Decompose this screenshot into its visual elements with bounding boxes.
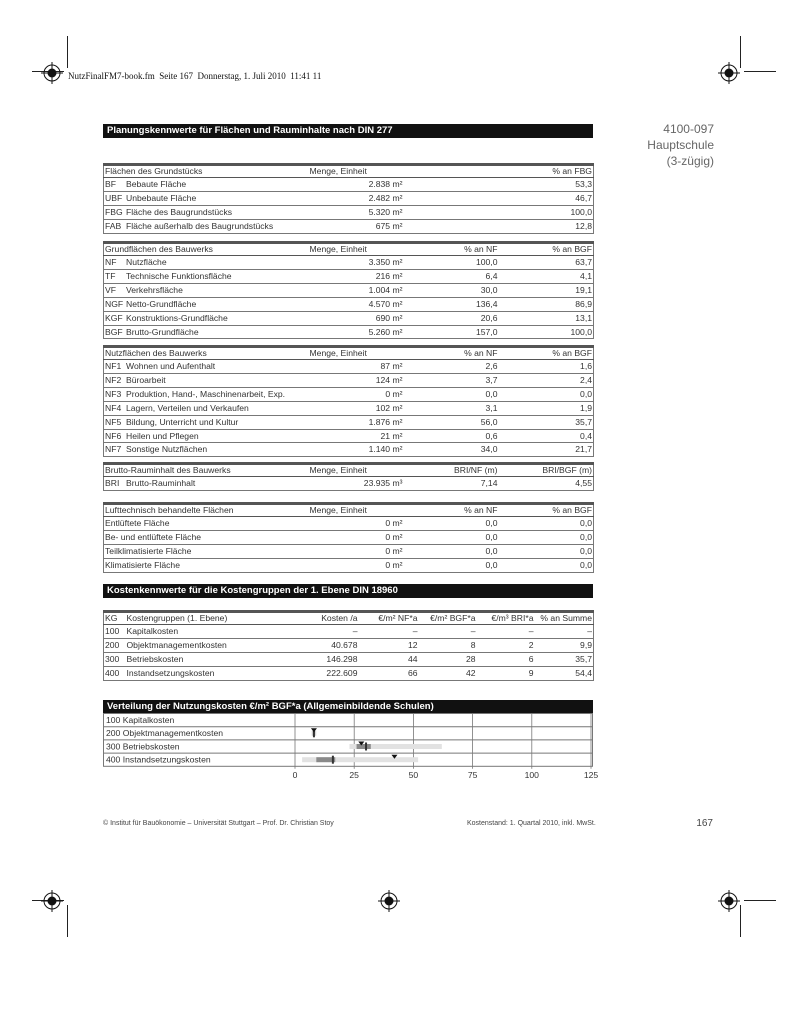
row-p2: 0,0 <box>499 544 594 558</box>
row-p2: 12,8 <box>499 219 594 233</box>
table-header <box>104 165 594 178</box>
row-bgf: 8 <box>419 638 477 652</box>
table-grundstueck <box>103 163 594 234</box>
table-row <box>104 191 594 205</box>
row-p1: 2,6 <box>404 360 499 374</box>
x-tick-label: 125 <box>583 769 599 780</box>
row-code: NF4 <box>105 402 122 413</box>
header-cell: Nutzflächen des Bauwerks <box>104 347 309 360</box>
table-row <box>104 544 594 558</box>
row-p1: 0,0 <box>404 558 499 572</box>
row-label: Büroarbeit <box>126 374 166 385</box>
header-cell: % an FBG <box>499 165 594 178</box>
header-cell: Menge, Einheit <box>309 165 404 178</box>
row-pct: 54,4 <box>535 666 594 680</box>
row-kg: 400 <box>104 666 126 680</box>
row-menge: 2.838 m² <box>309 178 404 192</box>
row-label: Fläche des Baugrundstücks <box>126 206 233 217</box>
row-p2: 100,0 <box>499 205 594 219</box>
row-pct: 35,7 <box>535 652 594 666</box>
row-code: BF <box>105 179 116 189</box>
row-label: Lagern, Verteilen und Verkaufen <box>126 402 249 413</box>
row-bri: 6 <box>477 652 535 666</box>
row-label: Unbebaute Fläche <box>126 192 197 203</box>
table-row <box>104 652 594 666</box>
table-row <box>104 325 594 339</box>
row-label: Sonstige Nutzflächen <box>126 444 208 455</box>
header-cell: Menge, Einheit <box>309 464 404 477</box>
row-pct: – <box>535 625 594 639</box>
table-row <box>104 415 594 429</box>
x-tick-label: 0 <box>292 769 298 780</box>
header-cell: Menge, Einheit <box>309 243 404 256</box>
table-row <box>104 443 594 457</box>
row-menge: 5.320 m² <box>309 205 404 219</box>
category-label: 100 Kapitalkosten <box>106 715 175 725</box>
row-p1: 3,1 <box>404 401 499 415</box>
row-p1: 56,0 <box>404 415 499 429</box>
row-p2: 2,4 <box>499 373 594 387</box>
row-label: Bebaute Fläche <box>126 179 187 189</box>
table-row <box>104 297 594 311</box>
header-cell: €/m² BGF*a <box>419 612 477 625</box>
table-row <box>104 517 594 531</box>
row-menge: 675 m² <box>309 219 404 233</box>
registration-mark-icon <box>41 890 63 912</box>
row-nf: – <box>359 625 419 639</box>
row-p1 <box>404 191 499 205</box>
row-menge: 23.935 m³ <box>309 477 404 491</box>
row-p1 <box>404 219 499 233</box>
row-menge: 0 m² <box>309 558 404 572</box>
cost-distribution-chart <box>103 713 599 780</box>
table-luft <box>103 502 594 573</box>
row-p1: 6,4 <box>404 269 499 283</box>
row-kosten: 146.298 <box>304 652 359 666</box>
row-menge: 21 m² <box>309 429 404 443</box>
row-p2: 86,9 <box>499 297 594 311</box>
header-cell: KG <box>104 612 126 625</box>
header-cell: Grundflächen des Bauwerks <box>104 243 309 256</box>
x-tick-label: 25 <box>349 769 359 780</box>
row-bri: 2 <box>477 638 535 652</box>
header-page: Seite 167 <box>159 71 193 81</box>
table-row <box>104 205 594 219</box>
table-row <box>104 178 594 192</box>
row-kg: 200 <box>104 638 126 652</box>
table-header <box>104 347 594 360</box>
row-p1: 20,6 <box>404 311 499 325</box>
table-row <box>104 256 594 270</box>
row-p2: 0,4 <box>499 429 594 443</box>
row-menge: 124 m² <box>309 373 404 387</box>
row-label: Klimatisierte Fläche <box>104 558 309 572</box>
print-header <box>68 71 321 81</box>
table-row <box>104 401 594 415</box>
row-p1: 7,14 <box>404 477 499 491</box>
row-p2: 0,0 <box>499 517 594 531</box>
x-tick-label: 50 <box>408 769 419 780</box>
table-row <box>104 638 594 652</box>
row-p2: 0,0 <box>499 387 594 401</box>
table-kostenkennwerte <box>103 610 594 681</box>
row-kosten: 40.678 <box>304 638 359 652</box>
table-row <box>104 387 594 401</box>
object-variant: (3-zügig) <box>666 154 714 168</box>
row-code: NF6 <box>105 430 122 441</box>
row-label: Netto-Grundfläche <box>126 298 197 309</box>
row-p2: 46,7 <box>499 191 594 205</box>
row-p2: 35,7 <box>499 415 594 429</box>
row-label: Teilklimatisierte Fläche <box>104 544 309 558</box>
section-title-verteilung: Verteilung der Nutzungskosten €/m² BGF*a (Allgemeinbildende Schulen) <box>103 700 593 714</box>
table-grundflaechen <box>103 241 594 339</box>
row-p2: 0,0 <box>499 530 594 544</box>
header-filename: NutzFinalFM7-book.fm <box>68 71 155 81</box>
row-menge: 0 m² <box>309 530 404 544</box>
page-number: 167 <box>696 818 713 829</box>
table-row <box>104 558 594 572</box>
interquartile-bar <box>357 744 371 749</box>
table-row <box>104 429 594 443</box>
table-row <box>104 625 594 639</box>
row-code: NF <box>105 257 117 267</box>
row-kosten: – <box>304 625 359 639</box>
category-label: 200 Objektmanagementkosten <box>106 728 224 739</box>
x-tick-label: 100 <box>524 769 539 780</box>
row-menge: 690 m² <box>309 311 404 325</box>
registration-mark-icon <box>378 890 400 912</box>
row-p2: 21,7 <box>499 443 594 457</box>
row-label: Brutto-Rauminhalt <box>126 478 196 488</box>
row-p2: 19,1 <box>499 283 594 297</box>
row-label: Instandsetzungskosten <box>126 666 304 680</box>
row-code: NF5 <box>105 416 122 427</box>
section-title-planungskennwerte: Planungskennwerte für Flächen und Rauminhalte nach DIN 277 <box>103 124 593 138</box>
row-code: FAB <box>105 220 122 231</box>
crop-mark <box>744 900 776 901</box>
crop-mark <box>67 36 68 68</box>
header-cell <box>404 165 499 178</box>
median-mark <box>365 743 367 751</box>
header-time: 11:41 11 <box>290 71 322 81</box>
row-p2: 63,7 <box>499 256 594 270</box>
header-cell: Menge, Einheit <box>309 347 404 360</box>
row-code: NF3 <box>105 388 122 399</box>
row-p1: 0,6 <box>404 429 499 443</box>
section-title-kostenkennwerte: Kostenkennwerte für die Kostengruppen der 1. Ebene DIN 18960 <box>103 584 593 598</box>
table-row <box>104 219 594 233</box>
row-code: FBG <box>105 206 123 217</box>
row-menge: 3.350 m² <box>309 256 404 270</box>
row-code: NF2 <box>105 374 122 385</box>
row-p2: 1,6 <box>499 360 594 374</box>
row-label: Technische Funktionsfläche <box>126 270 232 281</box>
row-p1: 136,4 <box>404 297 499 311</box>
header-cell: BRI/BGF (m) <box>499 464 594 477</box>
row-label: Brutto-Grundfläche <box>126 326 199 337</box>
row-p1: 0,0 <box>404 544 499 558</box>
registration-mark-icon <box>41 62 63 84</box>
registration-mark-icon <box>718 62 740 84</box>
header-cell: €/m² NF*a <box>359 612 419 625</box>
median-mark <box>332 756 334 764</box>
header-cell: % an BGF <box>499 243 594 256</box>
row-label: Konstruktions-Grundfläche <box>126 312 228 323</box>
header-cell: Kosten /a <box>304 612 359 625</box>
header-cell: Lufttechnisch behandelte Flächen <box>104 504 309 517</box>
row-p2: 100,0 <box>499 325 594 339</box>
table-header <box>104 243 594 256</box>
table-header <box>104 504 594 517</box>
header-date: Donnerstag, 1. Juli 2010 <box>197 71 286 81</box>
row-p2: 0,0 <box>499 558 594 572</box>
row-menge: 0 m² <box>309 517 404 531</box>
table-header <box>104 612 594 625</box>
row-nf: 12 <box>359 638 419 652</box>
row-label: Wohnen und Aufenthalt <box>126 361 216 371</box>
row-p1: 100,0 <box>404 256 499 270</box>
row-bgf: 42 <box>419 666 477 680</box>
table-row <box>104 311 594 325</box>
header-cell: % an Summe <box>535 612 594 625</box>
row-menge: 0 m² <box>309 544 404 558</box>
row-label: Entlüftete Fläche <box>104 517 309 531</box>
row-menge: 1.140 m² <box>309 443 404 457</box>
row-code: KGF <box>105 312 123 323</box>
row-menge: 216 m² <box>309 269 404 283</box>
header-cell: % an NF <box>404 504 499 517</box>
crop-mark <box>740 905 741 937</box>
row-kosten: 222.609 <box>304 666 359 680</box>
row-kg: 100 <box>104 625 126 639</box>
header-cell: €/m³ BRI*a <box>477 612 535 625</box>
row-label: Nutzfläche <box>126 257 167 267</box>
row-menge: 4.570 m² <box>309 297 404 311</box>
row-p2: 4,55 <box>499 477 594 491</box>
row-p2: 53,3 <box>499 178 594 192</box>
row-label: Kapitalkosten <box>126 625 304 639</box>
header-cell: % an NF <box>404 347 499 360</box>
row-p2: 4,1 <box>499 269 594 283</box>
table-row <box>104 373 594 387</box>
row-p1 <box>404 178 499 192</box>
row-menge: 1.876 m² <box>309 415 404 429</box>
row-p1: 0,0 <box>404 517 499 531</box>
row-p1: 30,0 <box>404 283 499 297</box>
header-cell: Kostengruppen (1. Ebene) <box>126 612 304 625</box>
crop-mark <box>744 71 776 72</box>
registration-mark-icon <box>718 890 740 912</box>
row-code: TF <box>105 270 116 281</box>
row-p1: 0,0 <box>404 530 499 544</box>
row-code: VF <box>105 284 116 295</box>
header-cell: % an BGF <box>499 347 594 360</box>
row-nf: 66 <box>359 666 419 680</box>
row-code: BRI <box>105 478 120 488</box>
table-row <box>104 269 594 283</box>
row-menge: 1.004 m² <box>309 283 404 297</box>
row-label: Verkehrsfläche <box>126 284 183 295</box>
row-code: BGF <box>105 326 123 337</box>
table-rauminhalt <box>103 462 594 491</box>
table-row <box>104 360 594 374</box>
table-row <box>104 283 594 297</box>
row-nf: 44 <box>359 652 419 666</box>
footer-cost-basis: Kostenstand: 1. Quartal 2010, inkl. MwSt. <box>467 820 596 827</box>
crop-mark <box>740 36 741 68</box>
row-label: Fläche außerhalb des Baugrundstücks <box>126 220 274 231</box>
row-bri: 9 <box>477 666 535 680</box>
table-row <box>104 666 594 680</box>
row-menge: 87 m² <box>309 360 404 374</box>
row-p1: 157,0 <box>404 325 499 339</box>
x-tick-label: 75 <box>467 769 478 780</box>
header-cell: % an NF <box>404 243 499 256</box>
row-p1: 3,7 <box>404 373 499 387</box>
table-row <box>104 477 594 491</box>
row-p1: 34,0 <box>404 443 499 457</box>
row-bgf: – <box>419 625 477 639</box>
crop-mark <box>67 905 68 937</box>
row-label: Objektmanagementkosten <box>126 638 304 652</box>
row-menge: 5.260 m² <box>309 325 404 339</box>
row-code: NF1 <box>105 361 122 371</box>
row-p1: 0,0 <box>404 387 499 401</box>
row-code: UBF <box>105 192 123 203</box>
object-code: 4100-097 <box>663 122 714 136</box>
row-p2: 13,1 <box>499 311 594 325</box>
category-label: 300 Betriebskosten <box>106 741 180 752</box>
row-label: Produktion, Hand-, Maschinenarbeit, Exp. <box>126 388 286 399</box>
header-cell: % an BGF <box>499 504 594 517</box>
category-label: 400 Instandsetzungskosten <box>106 754 211 765</box>
row-label: Heilen und Pflegen <box>126 430 199 441</box>
row-kg: 300 <box>104 652 126 666</box>
row-label: Be- und entlüftete Fläche <box>104 530 309 544</box>
header-cell: BRI/NF (m) <box>404 464 499 477</box>
row-pct: 9,9 <box>535 638 594 652</box>
row-bri: – <box>477 625 535 639</box>
footer-copyright: © Institut für Bauökonomie – Universität Stuttgart – Prof. Dr. Christian Stoy <box>103 820 334 827</box>
table-row <box>104 530 594 544</box>
row-menge: 0 m² <box>309 387 404 401</box>
object-type: Hauptschule <box>647 138 714 152</box>
table-header <box>104 464 594 477</box>
row-label: Betriebskosten <box>126 652 304 666</box>
row-bgf: 28 <box>419 652 477 666</box>
row-menge: 102 m² <box>309 401 404 415</box>
table-nutzflaechen <box>103 345 594 457</box>
header-cell: Menge, Einheit <box>309 504 404 517</box>
row-menge: 2.482 m² <box>309 191 404 205</box>
row-code: NGF <box>105 298 124 309</box>
header-cell: Flächen des Grundstücks <box>104 165 309 178</box>
row-label: Bildung, Unterricht und Kultur <box>126 416 239 427</box>
header-cell: Brutto-Rauminhalt des Bauwerks <box>104 464 309 477</box>
row-p1 <box>404 205 499 219</box>
row-code: NF7 <box>105 444 122 455</box>
row-p2: 1,9 <box>499 401 594 415</box>
object-tag <box>647 121 714 169</box>
